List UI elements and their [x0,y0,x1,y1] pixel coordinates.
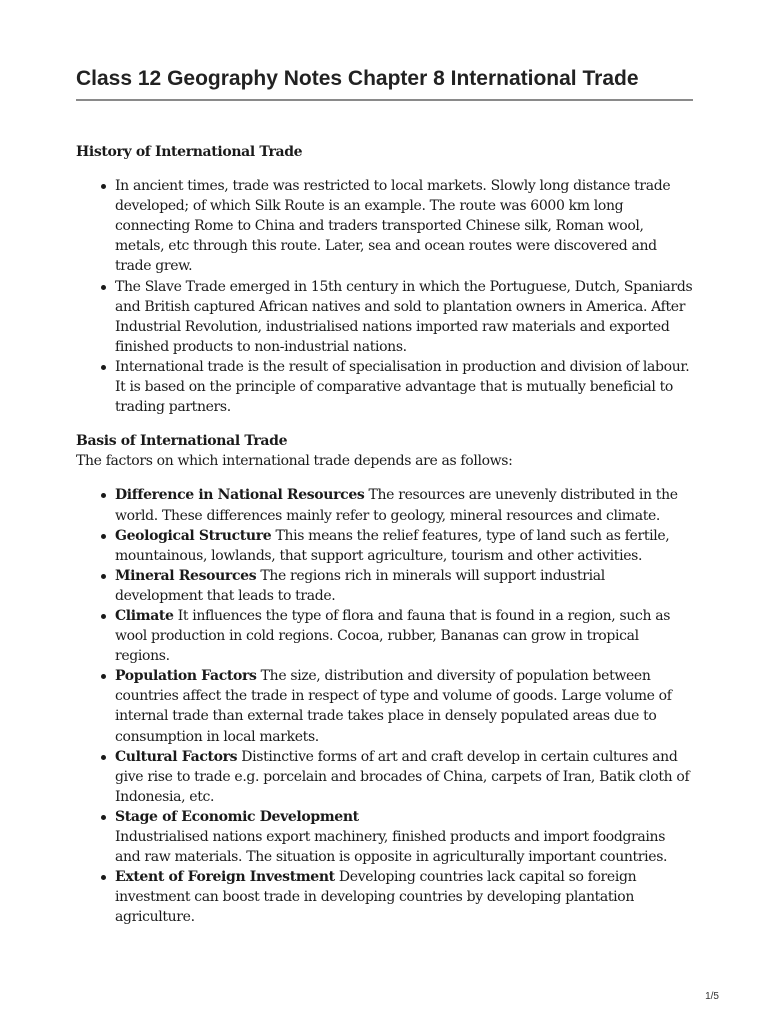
basis-intro: The factors on which international trade depends are as follows: [76,453,513,470]
document-page [76,66,693,927]
list-item [115,606,693,666]
list-item [115,867,693,927]
list-item-term: Climate [115,607,174,624]
list-item-term: Extent of Foreign Investment [115,869,335,886]
list-item-term: Geological Structure [115,527,272,544]
list-item: The Slave Trade emerged in 15th century in which the Portuguese, Dutch, Spaniards and British captured African natives and sold to plantation owners in America. After Industrial Revolution, industrialised nations imported raw materials and exported finished products to non-industrial nations. [115,277,693,357]
list-item-text: The size, distribution and diversity of population between countries affect the trade in respect of type and volume of goods. Large volume of internal trade than external trade takes place in densely populated areas due to consumption in local markets. [115,668,672,745]
list-item [115,526,693,566]
list-item [115,566,693,606]
list-item-term: Mineral Resources [115,567,257,584]
list-item: In ancient times, trade was restricted to local markets. Slowly long distance trade developed; of which Silk Route is an example. The route was 6000 km long connecting Rome to China and traders transported Chinese silk, Roman wool, metals, etc through this route. Later, sea and ocean routes were discovered and trade grew. [115,176,693,276]
list-item [115,807,693,867]
title-divider [76,99,693,101]
list-item [115,485,693,525]
list-item-term: Population Factors [115,668,257,685]
list-item-text: The regions rich in minerals will support industrial development that leads to trade. [115,567,605,604]
list-item [115,666,693,746]
list-item-text: Developing countries lack capital so foreign investment can boost trade in developing countries by developing plantation agriculture. [115,869,637,926]
history-list [76,176,693,417]
section-heading-basis: Basis of International Trade [76,433,288,450]
basis-list [76,485,693,927]
section-basis [76,431,693,927]
list-item-term: Difference in National Resources [115,487,365,504]
list-item-term: Cultural Factors [115,748,238,765]
list-item-text: Distinctive forms of art and craft develop in certain cultures and give rise to trade e.g. porcelain and brocades of China, carpets of Iran, Batik cloth of Indonesia, etc. [115,748,690,805]
list-item [115,747,693,807]
section-history [76,142,693,417]
section-heading-history: History of International Trade [76,144,303,160]
list-item-text: The resources are unevenly distributed in the world. These differences mainly refer to geology, mineral resources and climate. [115,487,678,524]
page-number: 1/5 [705,991,719,1002]
page-title: Class 12 Geography Notes Chapter 8 International Trade [76,67,639,90]
list-item-text: This means the relief features, type of land such as fertile, mountainous, lowlands, that support agriculture, tourism and other activities. [115,527,670,564]
list-item-text: Industrialised nations export machinery, finished products and import foodgrains and raw materials. The situation is opposite in agriculturally important countries. [115,829,668,866]
list-item: International trade is the result of specialisation in production and division of labour. It is based on the principle of comparative advantage that is mutually beneficial to trading partners. [115,357,693,417]
list-item-term: Stage of Economic Development [115,808,359,825]
list-item-text: It influences the type of flora and fauna that is found in a region, such as wool production in cold regions. Cocoa, rubber, Bananas can grow in tropical regions. [115,607,671,665]
